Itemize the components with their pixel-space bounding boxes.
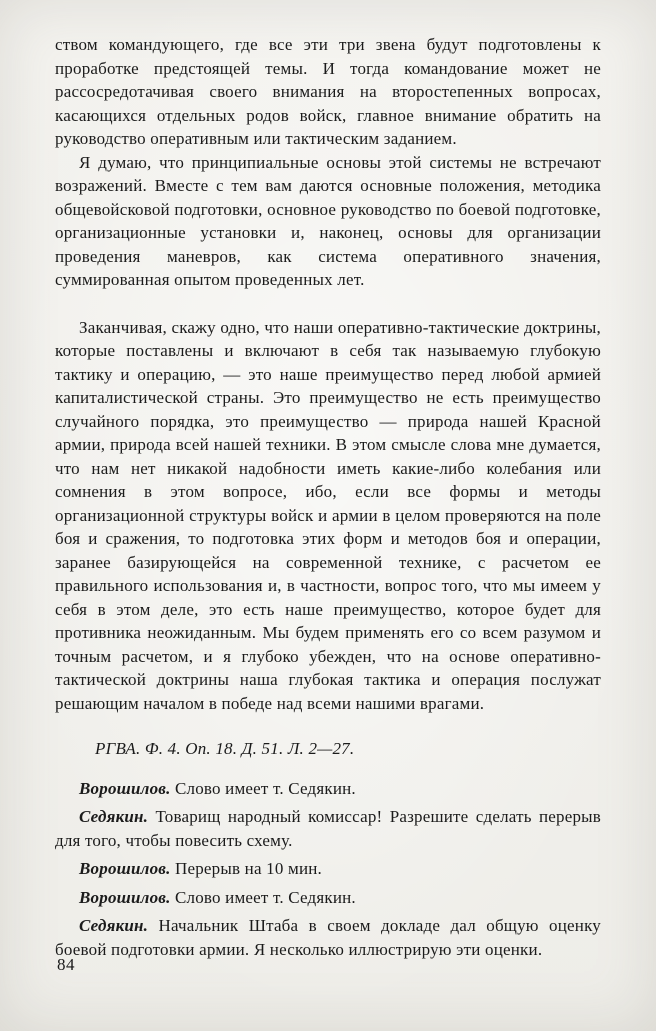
paragraph: Я думаю, что принципиальные основы этой системы не встречают возражений. Вместе с тем вам даются основные положения, методика общевойсковой подготовки, основное руководство по боевой подготовке, организационные установки и, наконец, основы для организации проведения маневров, как система оперативного значения, суммированная опытом проведенных лет. bbox=[55, 152, 601, 289]
dialogue-text: Слово имеет т. Седякин. bbox=[174, 887, 356, 907]
dialogue-text: Товарищ народный комиссар! Разрешите сделать перерыв для того, чтобы повесить схему. bbox=[55, 807, 602, 850]
dialogue-line bbox=[55, 777, 601, 801]
dialogue-text: Начальник Штаба в своем докладе дал общую оценку боевой подготовки армии. Я несколько иллюстрирую эти оценки. bbox=[55, 916, 602, 959]
dialogue-text: Перерыв на 10 мин. bbox=[174, 859, 322, 878]
speaker-name: Седякин. bbox=[79, 916, 149, 935]
paragraph-continuation: ством командующего, где все эти три звена будут подготовлены к проработке предстоящей темы. И тогда командование может не рассосредотачивая своего внимания на второстепенных вопросах, касающихся отдельных родов войск, главное внимание обратить на руководство оперативным или тактическим заданием. bbox=[55, 35, 601, 148]
speaker-name: Ворошилов. bbox=[79, 887, 171, 907]
dialogue-text: Слово имеет т. Седякин. bbox=[174, 778, 356, 798]
text-block bbox=[55, 33, 601, 961]
dialogue-line bbox=[55, 914, 601, 961]
dialogue-line bbox=[55, 886, 601, 910]
archive-reference: РГВА. Ф. 4. Оп. 18. Д. 51. Л. 2—27. bbox=[95, 739, 355, 758]
speaker-name: Ворошилов. bbox=[79, 859, 171, 878]
paragraph: Заканчивая, скажу одно, что наши оперативно-тактические доктрины, которые поставлены и включают в себя так называемую глубокую тактику и операцию, — это наше преимущество перед любой армией капиталистической страны. Это преимущество не есть преимущество случайного порядка, это преимущество — природа нашей Красной армии, природа всей нашей техники. В этом смысле слова мне думается, что нам нет никакой надобности иметь какие-либо колебания или сомнения в этом вопросе, ибо, если все формы и методы организационной структуры войск и армии в целом проверяются на поле боя и сражения, то подготовка этих форм и методов боя и операции, заранее базирующейся на современной технике, с расчетом ее правильного использования и, в частности, вопрос того, что мы имеем у себя в этом деле, это есть наше преимущество, которое будет для противника неожиданным. Мы будем применять его со всем разумом и точным расчетом, и я глубоко убежден, что на основе оперативно-тактической доктрины наша глубокая тактика и операция послужат решающим началом в победе над всеми нашими врагами. bbox=[55, 317, 601, 713]
dialogue-line bbox=[55, 805, 601, 852]
speaker-name: Седякин. bbox=[79, 807, 149, 826]
page-number: 84 bbox=[57, 955, 75, 974]
speaker-name: Ворошилов. bbox=[79, 778, 171, 798]
dialogue-line bbox=[55, 857, 601, 881]
